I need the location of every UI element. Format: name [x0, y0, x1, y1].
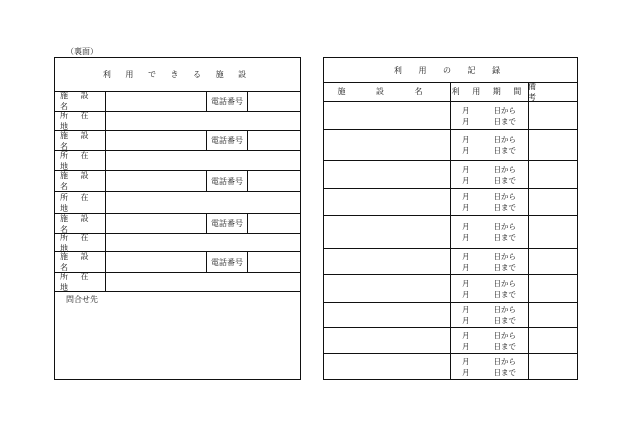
facility-name-field[interactable]	[106, 252, 207, 272]
tel-field[interactable]	[248, 91, 300, 111]
tel-field[interactable]	[248, 214, 300, 233]
record-row[interactable]	[324, 275, 577, 303]
record-row[interactable]	[324, 189, 577, 216]
inquiry-label: 問合せ先	[66, 295, 98, 304]
tel-label: 電話番号	[207, 131, 248, 150]
facility-name-label: 施 設 名	[55, 91, 106, 111]
period-month-label: 月	[462, 222, 470, 231]
period-month-label: 月	[462, 316, 470, 325]
record-row[interactable]	[324, 249, 577, 275]
period-from-line	[462, 191, 516, 202]
period-to-label: 日まで	[493, 203, 516, 212]
period-month-label: 月	[462, 305, 470, 314]
address-field[interactable]	[106, 192, 300, 213]
header-period: 利 用 期 間	[451, 87, 527, 96]
period-cell[interactable]	[450, 189, 528, 215]
period-month-label: 月	[462, 251, 470, 261]
period-to-line	[462, 175, 516, 186]
period-to-label: 日まで	[493, 316, 516, 325]
period-from-label: 日から	[493, 192, 516, 201]
period-month-label: 月	[462, 289, 470, 299]
facility-name-field[interactable]	[106, 131, 207, 150]
period-cell[interactable]	[450, 328, 528, 353]
period-to-line	[462, 116, 516, 127]
period-from-label: 日から	[493, 357, 516, 366]
period-cell[interactable]	[450, 275, 528, 302]
record-row[interactable]	[324, 216, 577, 249]
usage-record-table	[323, 57, 578, 380]
address-label: 所 在 地	[55, 192, 106, 213]
period-from-line	[462, 105, 516, 116]
address-field[interactable]	[106, 273, 300, 291]
period-cell[interactable]	[450, 102, 528, 129]
record-row[interactable]	[324, 354, 577, 380]
header-remarks: 備 考	[528, 81, 548, 102]
available-facilities-table	[54, 57, 301, 380]
period-from-line	[462, 330, 516, 341]
period-from-label: 日から	[493, 105, 516, 115]
tel-field[interactable]	[248, 252, 300, 272]
address-row	[55, 234, 300, 252]
tel-field[interactable]	[248, 171, 300, 191]
period-from-label: 日から	[493, 251, 516, 261]
facility-name-label: 施 設 名	[55, 252, 106, 272]
page-caption: （裏面）	[66, 47, 98, 56]
address-row	[55, 112, 300, 131]
period-to-label: 日まで	[493, 233, 516, 242]
period-to-line	[462, 262, 516, 273]
period-month-label: 月	[462, 357, 470, 366]
available-facilities-title: 利 用 で き る 施 設	[55, 58, 300, 92]
usage-record-title: 利 用 の 記 録	[324, 58, 577, 83]
period-to-line	[462, 202, 516, 213]
period-month-label: 月	[462, 262, 470, 272]
facility-name-field[interactable]	[106, 214, 207, 233]
period-cell[interactable]	[450, 161, 528, 188]
address-row	[55, 192, 300, 214]
period-from-line	[462, 164, 516, 175]
period-from-label: 日から	[493, 330, 516, 340]
tel-field[interactable]	[248, 131, 300, 150]
facility-row	[55, 252, 300, 273]
period-to-label: 日まで	[493, 175, 516, 185]
address-label: 所 在 地	[55, 112, 106, 130]
period-from-line	[462, 251, 516, 262]
period-to-label: 日まで	[493, 116, 516, 126]
period-month-label: 月	[462, 175, 470, 185]
period-from-line	[462, 134, 516, 145]
record-row[interactable]	[324, 328, 577, 354]
period-to-label: 日まで	[493, 262, 516, 272]
period-from-line	[462, 278, 516, 289]
period-month-label: 月	[462, 233, 470, 242]
address-label: 所 在 地	[55, 234, 106, 251]
period-from-label: 日から	[493, 305, 516, 314]
period-cell[interactable]	[450, 216, 528, 248]
period-cell[interactable]	[450, 354, 528, 380]
header-facility: 施 設 名	[337, 87, 437, 96]
period-month-label: 月	[462, 116, 470, 126]
tel-label: 電話番号	[207, 171, 248, 191]
period-month-label: 月	[462, 105, 470, 115]
period-month-label: 月	[462, 135, 470, 144]
period-month-label: 月	[462, 164, 470, 174]
tel-label: 電話番号	[207, 252, 248, 272]
period-month-label: 月	[462, 203, 470, 212]
period-to-label: 日まで	[493, 289, 516, 299]
period-to-label: 日まで	[493, 341, 516, 351]
address-field[interactable]	[106, 151, 300, 170]
period-to-line	[462, 289, 516, 300]
facility-row	[55, 171, 300, 192]
period-from-label: 日から	[493, 222, 516, 231]
period-cell[interactable]	[450, 303, 528, 327]
address-row	[55, 151, 300, 171]
period-month-label: 月	[462, 330, 470, 340]
address-label: 所 在 地	[55, 151, 106, 170]
record-row[interactable]	[324, 161, 577, 189]
address-row	[55, 273, 300, 292]
period-to-line	[462, 232, 516, 243]
period-to-line	[462, 341, 516, 352]
period-from-label: 日から	[493, 164, 516, 174]
facility-name-label: 施 設 名	[55, 131, 106, 150]
period-month-label: 月	[462, 341, 470, 351]
facility-name-field[interactable]	[106, 171, 207, 191]
address-field[interactable]	[106, 234, 300, 251]
period-from-line	[462, 221, 516, 232]
period-month-label: 月	[462, 146, 470, 155]
tel-label: 電話番号	[207, 214, 248, 233]
record-row[interactable]	[324, 102, 577, 130]
address-label: 所 在 地	[55, 273, 106, 291]
record-row[interactable]	[324, 130, 577, 161]
period-cell[interactable]	[450, 130, 528, 160]
facility-name-label: 施 設 名	[55, 214, 106, 233]
record-row[interactable]	[324, 303, 577, 328]
period-to-line	[462, 315, 516, 326]
period-from-line	[462, 356, 516, 367]
period-from-line	[462, 304, 516, 315]
tel-label: 電話番号	[207, 91, 248, 111]
period-to-label: 日まで	[493, 368, 516, 377]
facility-row	[55, 131, 300, 151]
facility-name-field[interactable]	[106, 91, 207, 111]
facility-name-label: 施 設 名	[55, 171, 106, 191]
period-to-line	[462, 145, 516, 156]
period-from-label: 日から	[493, 135, 516, 144]
period-month-label: 月	[462, 368, 470, 377]
period-month-label: 月	[462, 192, 470, 201]
period-to-line	[462, 367, 516, 378]
address-field[interactable]	[106, 112, 300, 130]
period-month-label: 月	[462, 278, 470, 288]
period-cell[interactable]	[450, 249, 528, 274]
period-to-label: 日まで	[493, 146, 516, 155]
period-from-label: 日から	[493, 278, 516, 288]
facility-row	[55, 91, 300, 112]
